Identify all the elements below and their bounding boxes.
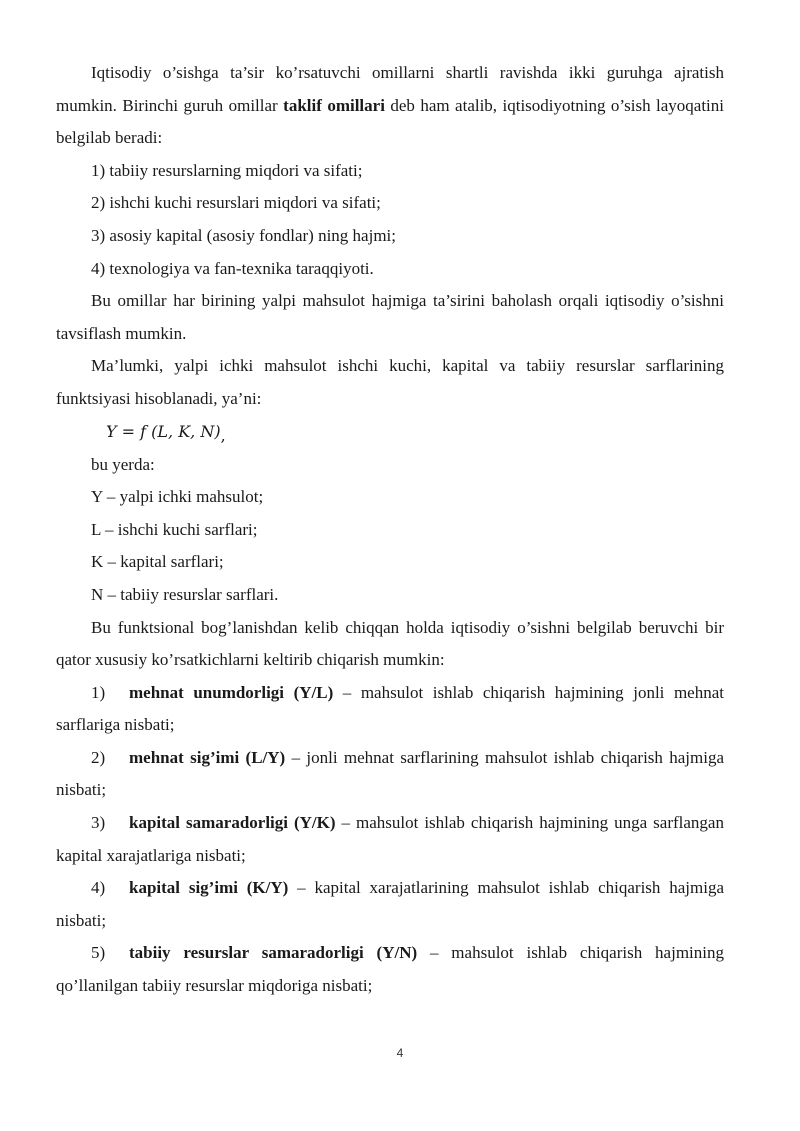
page-number: 4 <box>396 1046 404 1060</box>
supply-factor-3: 3) asosiy kapital (asosiy fondlar) ning hajmi; <box>91 225 396 245</box>
indicator-number: 3) <box>91 813 106 833</box>
indicator-description: – kapital xarajatlarining mahsulot ishlab chiqarish hajmiga nisbati; <box>56 878 724 930</box>
indicator-number: 2) <box>91 747 106 767</box>
definition-n: N – tabiiy resurslar sarflari. <box>91 584 279 604</box>
indicator-description: – mahsulot ishlab chiqarish hajmining jonli mehnat sarflariga nisbati; <box>56 682 724 735</box>
intro-text-end: deb ham atalib, iqtisodiyotning o’sish layoqatini belgilab beradi: <box>56 95 724 148</box>
indicator-number: 5) <box>91 943 106 963</box>
intro-bold-term: taklif omillari <box>283 95 385 115</box>
paragraph-4: Bu funktsional bog’lanishdan kelib chiqqan holda iqtisodiy o’sishni belgilab beruvchi bir qator xususiy ko’rsatkichlarni keltirib chiqarish mumkin: <box>56 617 724 670</box>
where-label: bu yerda: <box>91 454 155 474</box>
indicator-description: – jonli mehnat sarflarining mahsulot ishlab chiqarish hajmiga nisbati; <box>56 747 725 800</box>
formula-comma: , <box>220 425 226 445</box>
indicator-term: mehnat unumdorligi (Y/L) <box>129 682 334 702</box>
indicator-term: tabiiy resurslar samaradorligi (Y/N) <box>129 943 418 963</box>
indicator-term: kapital sig’imi (K/Y) <box>129 878 289 898</box>
indicator-item <box>56 872 724 937</box>
supply-factor-1: 1) tabiiy resurslarning miqdori va sifati; <box>91 160 363 180</box>
indicator-item <box>56 807 724 872</box>
definition-k: K – kapital sarflari; <box>91 552 224 572</box>
indicator-item <box>56 677 724 742</box>
formula-expression: Y = f (L, K, N) <box>106 421 221 441</box>
indicator-term: kapital samaradorligi (Y/K) <box>129 813 336 833</box>
indicator-description: – mahsulot ishlab chiqarish hajmining unga sarflangan kapital xarajatlariga nisbati; <box>56 813 724 865</box>
indicator-item <box>56 742 724 807</box>
paragraph-2: Bu omillar har birining yalpi mahsulot hajmiga ta’sirini baholash orqali iqtisodiy o’sishni tavsiflash mumkin. <box>56 291 724 343</box>
paragraph-3: Ma’lumki, yalpi ichki mahsulot ishchi kuchi, kapital va tabiiy resurslar sarflarining funktsiyasi hisoblanadi, ya’ni: <box>56 356 724 408</box>
definition-l: L – ishchi kuchi sarflari; <box>91 519 258 539</box>
indicator-description: – mahsulot ishlab chiqarish hajmining qo’llanilgan tabiiy resurslar miqdoriga nisbati; <box>56 943 724 996</box>
production-function-formula <box>56 416 724 449</box>
supply-factor-4: 4) texnologiya va fan-texnika taraqqiyoti. <box>91 258 374 278</box>
definition-y: Y – yalpi ichki mahsulot; <box>91 487 264 507</box>
intro-text-start: Iqtisodiy o’sishga ta’sir ko’rsatuvchi omillarni shartli ravishda ikki guruhga ajratish mumkin. Birinchi guruh omillar <box>56 63 724 115</box>
supply-factor-2: 2) ishchi kuchi resurslari miqdori va sifati; <box>91 193 381 213</box>
page-content <box>56 57 724 1003</box>
indicator-term: mehnat sig’imi (L/Y) <box>129 747 286 767</box>
indicator-number: 1) <box>91 682 106 702</box>
intro-paragraph <box>56 57 724 155</box>
indicator-number: 4) <box>91 878 106 898</box>
indicator-item <box>56 937 724 1002</box>
